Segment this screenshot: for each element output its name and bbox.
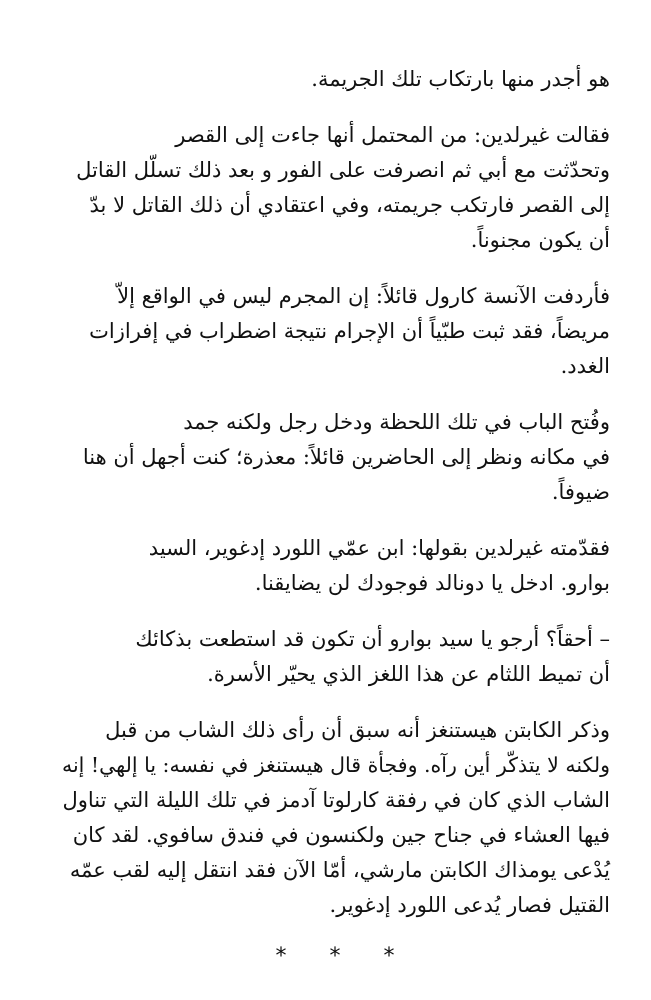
paragraph-5 [60, 531, 610, 601]
text-line: – أحقاً؟ أرجو يا سيد بوارو أن تكون قد استطعت بذكائك [135, 627, 610, 651]
text-line: بوارو. ادخل يا دونالد فوجودك لن يضايقنا. [254, 571, 610, 595]
text-line: في مكانه ونظر إلى الحاضرين قائلاً: معذرة؛ كنت أجهل أن هنا [82, 445, 610, 469]
text-line: فقدّمته غيرلدين بقولها: ابن عمّي اللورد إدغوير، السيد [148, 536, 610, 560]
text-line: وذكر الكابتن هيستنغز أنه سبق أن رأى ذلك الشاب من قبل [105, 718, 610, 742]
text-line: مريضاً، فقد ثبت طبّياً أن الإجرام نتيجة اضطراب في إفرازات [89, 319, 610, 343]
paragraph-1 [60, 62, 610, 97]
text-line: أن يكون مجنوناً. [470, 228, 610, 252]
text-line: أن تميط اللثام عن هذا اللغز الذي يحيّر الأسرة. [207, 662, 610, 686]
text-line: القتيل فصار يُدعى اللورد إدغوير. [329, 893, 610, 917]
section-separator: * * * [275, 944, 413, 969]
text-line: هو أجدر منها بارتكاب تلك الجريمة. [311, 67, 610, 91]
paragraph-7 [60, 713, 610, 923]
paragraph-6 [60, 622, 610, 692]
text-line: إلى القصر فارتكب جريمته، وفي اعتقادي أن ذلك القاتل لا بدّ [89, 193, 610, 217]
text-line: ولكنه لا يتذكّر أين رآه. وفجأة قال هيستنغز في نفسه: يا إلهي! إنه [61, 753, 610, 777]
paragraph-4 [60, 405, 610, 510]
text-line: فأردفت الآنسة كارول قائلاً: إن المجرم ليس في الواقع إلاّ [117, 284, 610, 308]
book-page [60, 62, 610, 969]
text-line: وتحدّثت مع أبي ثم انصرفت على الفور و بعد ذلك تسلّل القاتل [76, 158, 610, 182]
text-line: الشاب الذي كان في رفقة كارلوتا آدمز في تلك الليلة التي تناول [62, 788, 610, 812]
text-line: فقالت غيرلدين: من المحتمل أنها جاءت إلى القصر [175, 123, 610, 147]
paragraph-2 [60, 118, 610, 258]
paragraph-3 [60, 279, 610, 384]
text-line: وفُتح الباب في تلك اللحظة ودخل رجل ولكنه جمد [183, 410, 610, 434]
text-line: يُدْعى يومذاك الكابتن مارشي، أمّا الآن فقد انتقل إليه لقب عمّه [69, 858, 610, 882]
text-line: ضيوفاً. [551, 480, 610, 504]
text-line: الغدد. [560, 354, 610, 378]
text-line: فيها العشاء في جناح جين ولكنسون في فندق سافوي. لقد كان [72, 823, 610, 847]
